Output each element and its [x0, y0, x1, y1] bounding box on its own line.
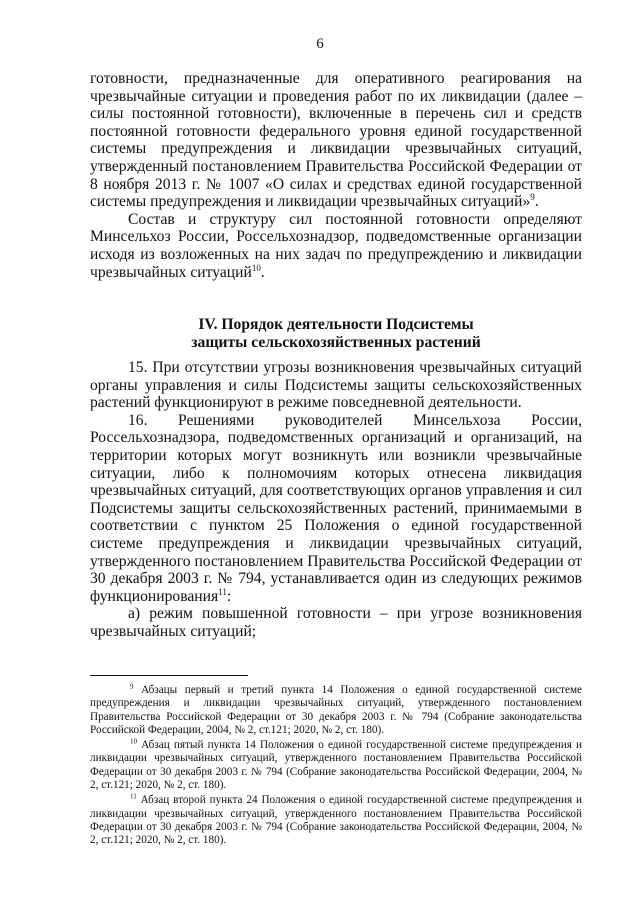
- footnote-10: [90, 739, 582, 792]
- paragraph-16-end: :: [226, 587, 232, 605]
- footnote-number: 10: [130, 737, 137, 746]
- section-body: [90, 359, 582, 641]
- footnote-number: 11: [130, 792, 137, 801]
- footnote-number: 9: [130, 682, 134, 691]
- continuation-text: готовности, предназначенные для оперативного реагирования на чрезвычайные ситуации и проведения работ по их ликвидации (далее – силы постоянной готовности), включенные в перечень сил и средств постоянной готовности федерального уровня единой государственной системы предупреждения и ликвидации чрезвычайных ситуаций, утвержденный постановлением Правительства Российской Федерации от 8 ноября 2013 г. № 1007 «О силах и средствах единой государственной системы предупреждения и ликвидации чрезвычайных ситуаций»: [90, 70, 582, 211]
- composition-paragraph: [90, 211, 582, 281]
- intro-text-block: [90, 70, 582, 281]
- footnote-11: [90, 794, 582, 847]
- page-number: 6: [316, 36, 324, 52]
- composition-end: .: [260, 263, 265, 281]
- continuation-paragraph: [90, 70, 582, 211]
- footnote-text: Абзацы первый и третий пункта 14 Положения о единой государственной системе предупреждения и ликвидации чрезвычайных ситуаций, утвержденного постановлением Правительства Российской Федерации от 30 декабря 2003 г. № 794 (Собрание законодательства Российской Федерации, 2004, № 2, ст.121; 2020, № 2, ст. 180).: [90, 684, 582, 736]
- paragraph-16-text: 16. Решениями руководителей Минсельхоза России, Россельхознадзора, подведомственных организаций и организаций, на территории которых могут возникнуть или возникли чрезвычайные ситуации, либо к полномочиям которых отнесена ликвидация чрезвычайных ситуаций, для соответствующих органов управления и сил Подсистемы защиты сельскохозяйственных растений, принимаемыми в соответствии с пунктом 25 Положения о единой государственной системе предупреждения и ликвидации чрезвычайных ситуаций, утвержденного постановлением Правительства Российской Федерации от 30 декабря 2003 г. № 794, устанавливается один из следующих режимов функционирования: [90, 411, 582, 605]
- footnote-text: Абзац пятый пункта 14 Положения о единой государственной системе предупреждения и ликвидации чрезвычайных ситуаций, утвержденного постановлением Правительства Российской Федерации от 30 декабря 2003 г. № 794 (Собрание законодательства Российской Федерации, 2004, № 2, ст.121; 2020, № 2, ст. 180).: [90, 739, 582, 792]
- footnote-ref-11: 11: [218, 586, 227, 597]
- paragraph-15: 15. При отсутствии угрозы возникновения чрезвычайных ситуаций органы управления и силы Подсистемы защиты сельскохозяйственных растений функционируют в режиме повседневной деятельности.: [90, 359, 582, 412]
- footnote-9: [90, 684, 582, 737]
- paragraph-16: [90, 412, 582, 606]
- footnote-text: Абзац второй пункта 24 Положения о единой государственной системе предупреждения и ликвидации чрезвычайных ситуаций, утвержденного постановлением Правительства Российской Федерации от 30 декабря 2003 г. № 794 (Собрание законодательства Российской Федерации, 2004, № 2, ст.121; 2020, № 2, ст. 180).: [90, 794, 582, 847]
- footnotes: [90, 684, 582, 850]
- section-heading: [90, 316, 582, 352]
- paragraph-16a: а) режим повышенной готовности – при угрозе возникновения чрезвычайных ситуаций;: [90, 605, 582, 640]
- footnote-separator: [90, 675, 248, 676]
- continuation-end: .: [534, 193, 539, 211]
- section-heading-line-1: IV. Порядок деятельности Подсистемы: [198, 316, 474, 333]
- footnote-ref-9: 9: [530, 191, 535, 202]
- footnote-ref-10: 10: [251, 262, 261, 273]
- composition-text: Состав и структуру сил постоянной готовности определяют Минсельхоз России, Россельхознадзор, подведомственные организации исходя из возложенных на них задач по предупреждению и ликвидации чрезвычайных ситуаций: [90, 210, 582, 281]
- section-heading-line-2: защиты сельскохозяйственных растений: [191, 334, 481, 351]
